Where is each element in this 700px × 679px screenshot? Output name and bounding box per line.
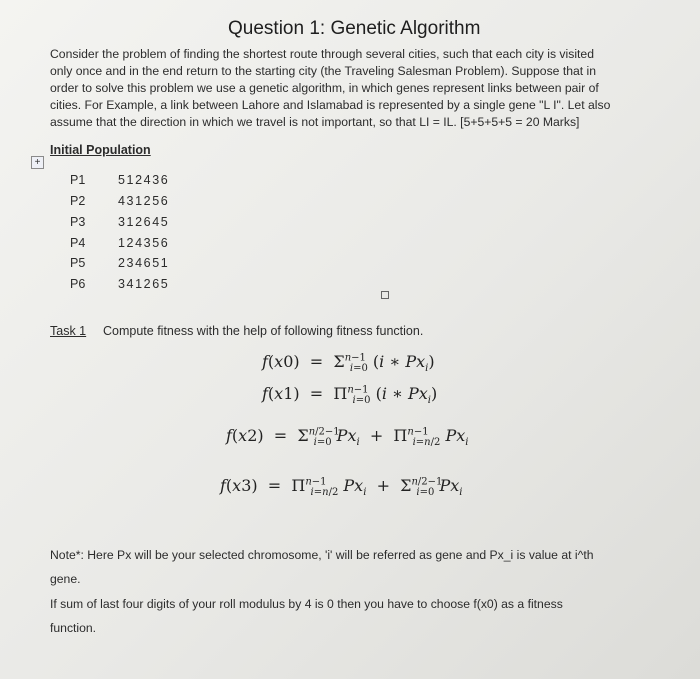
note-line-4: function. bbox=[50, 621, 97, 635]
population-genes: 512436 bbox=[118, 173, 170, 187]
population-genes: 124356 bbox=[118, 236, 170, 250]
intro-line-4: cities. For Example, a link between Lahore and Islamabad is represented by a single gene "L I". Let also bbox=[50, 98, 611, 112]
task-description: Compute fitness with the help of following fitness function. bbox=[103, 324, 424, 338]
population-id: P3 bbox=[70, 215, 86, 229]
population-id: P4 bbox=[70, 236, 86, 250]
question-title: Question 1: Genetic Algorithm bbox=[228, 18, 481, 39]
task-label: Task 1 bbox=[50, 324, 87, 338]
table-move-handle-icon[interactable]: + bbox=[31, 156, 44, 169]
population-id: P5 bbox=[70, 256, 86, 270]
population-genes: 341265 bbox=[118, 277, 170, 291]
formula-f-x2: $f(x2) = \Sigma^{n/2-1}_{i=0}$ $Px_i + \Pi^{n-1}_{i=n/2}$ $Px_i$ bbox=[226, 426, 469, 449]
intro-line-1: Consider the problem of finding the shortest route through several cities, such that each city is visited bbox=[50, 47, 594, 61]
note-line-1: Note*: Here Px will be your selected chromosome, 'i' will be referred as gene and Px_i is value at i^th bbox=[50, 548, 594, 562]
population-genes: 234651 bbox=[118, 256, 170, 270]
intro-line-3: order to solve this problem we use a genetic algorithm, in which genes represent links between pair of bbox=[50, 81, 599, 95]
checkbox-marker bbox=[381, 291, 389, 299]
note-line-3: If sum of last four digits of your roll modulus by 4 is 0 then you have to choose f(x0) as a fitness bbox=[50, 597, 563, 611]
formula-f-x3: $f(x3) = \Pi^{n-1}_{i=n/2}$ $Px_i + \Sigma^{n/2-1}_{i=0}$ $Px_i$ bbox=[220, 476, 463, 499]
population-id: P6 bbox=[70, 277, 86, 291]
population-id: P1 bbox=[70, 173, 86, 187]
intro-line-2: only once and in the end return to the starting city (the Traveling Salesman Problem). Suppose that in bbox=[50, 64, 597, 78]
intro-line-5: assume that the direction in which we travel is not important, so that LI = IL. [5+5+5+5 = 20 Marks] bbox=[50, 115, 580, 129]
formula-f-x1: $f(x1) = \Pi^{n-1}_{i=0}$ (i ∗ $Px_i$) bbox=[262, 384, 438, 407]
population-id: P2 bbox=[70, 194, 86, 208]
note-line-2: gene. bbox=[50, 572, 81, 586]
initial-population-heading: Initial Population bbox=[50, 143, 151, 157]
population-genes: 431256 bbox=[118, 194, 170, 208]
population-genes: 312645 bbox=[118, 215, 170, 229]
formula-f-x0: $f(x0) = \Sigma^{n-1}_{i=0}$ (i ∗ $Px_i$) bbox=[262, 352, 435, 375]
